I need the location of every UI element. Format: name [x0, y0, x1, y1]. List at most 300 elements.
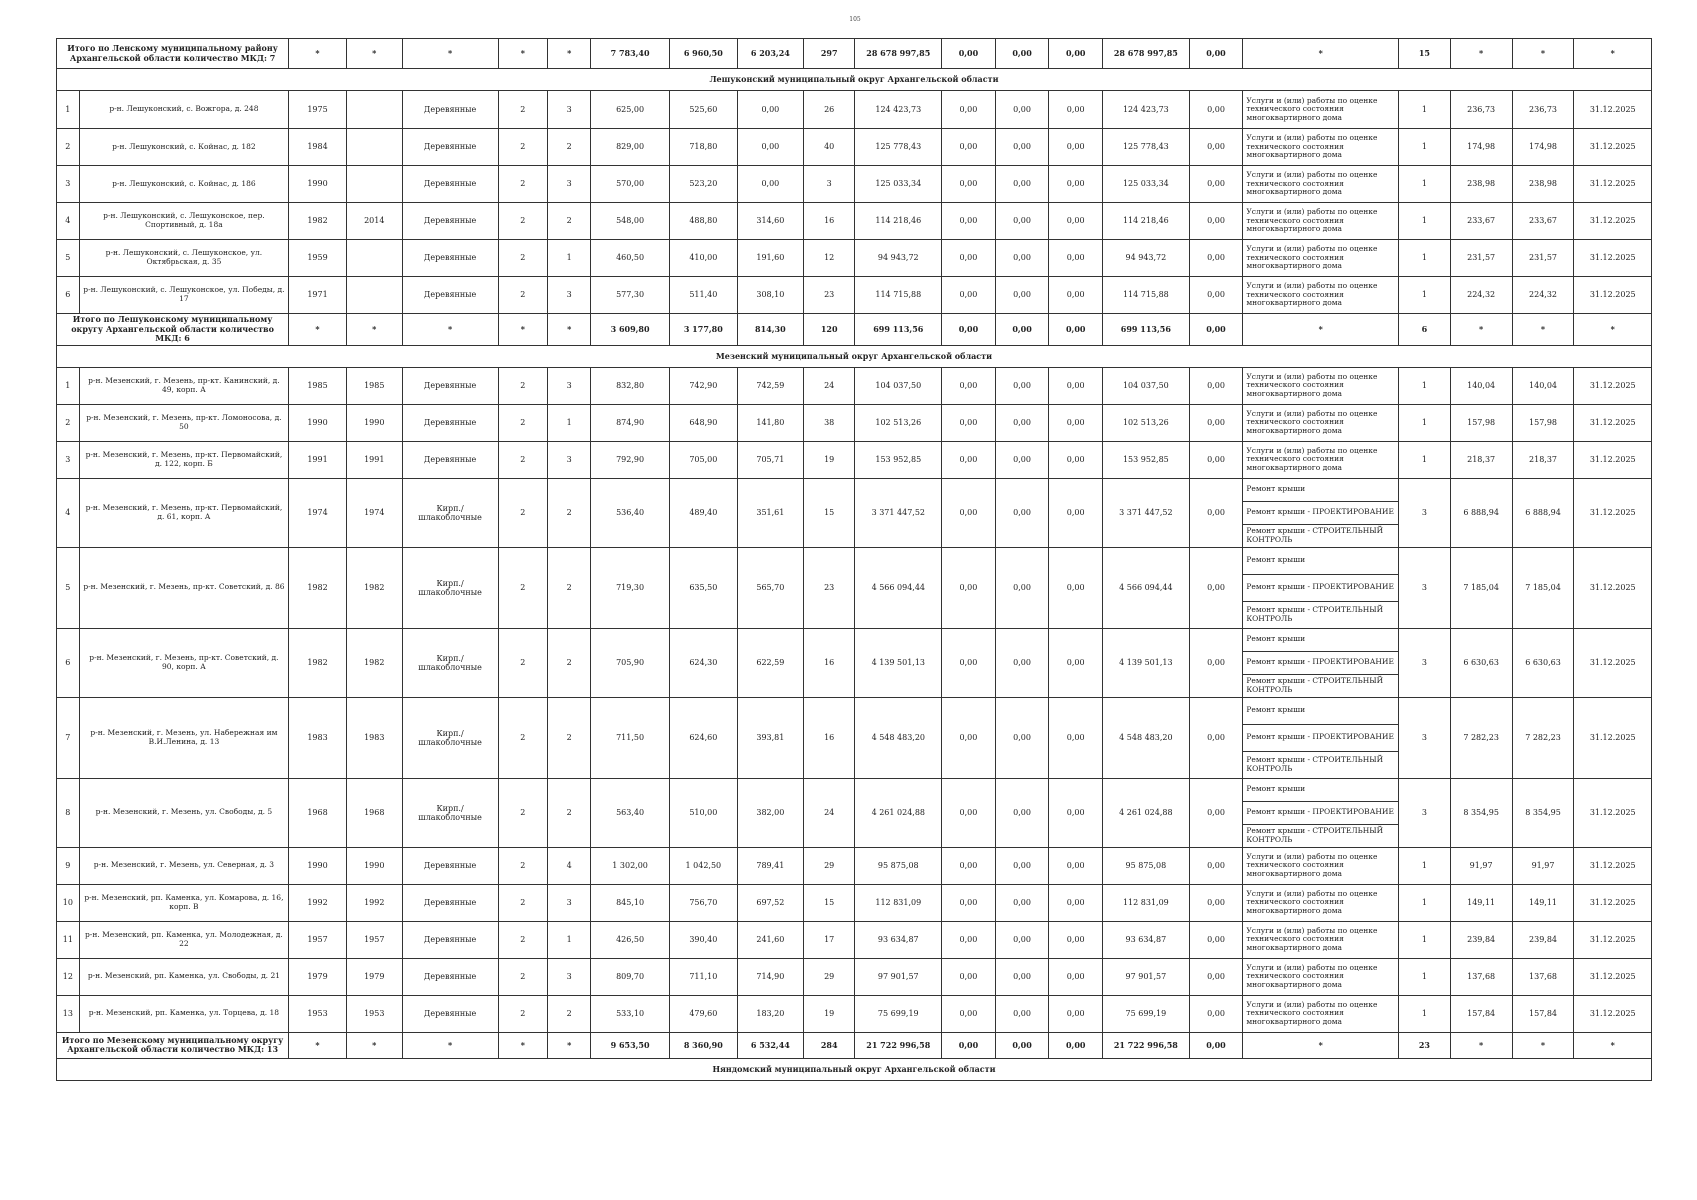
- year-built-cell: 1979: [289, 958, 347, 995]
- work-type-item: Услуги и (или) работы по оценке технического состояния многоквартирного дома: [1246, 888, 1378, 916]
- year-overhaul-cell: 1953: [346, 995, 402, 1032]
- fund-regional-cell: 0,00: [995, 166, 1049, 203]
- address-cell: р-н. Мезенский, г. Мезень, пр-кт. Ломоносова, д. 50: [79, 404, 288, 441]
- floors-cell: 2: [498, 166, 548, 203]
- max-cost-cell: 233,67: [1512, 203, 1574, 240]
- area-premises-cell: 635,50: [669, 547, 737, 628]
- total-area-cell: 792,90: [591, 441, 669, 478]
- fund-fed-cell: 0,00: [942, 404, 996, 441]
- fund-other-cell: 0,00: [1189, 404, 1243, 441]
- total-work-type: *: [1243, 39, 1399, 69]
- fund-owners-cell: 125 033,34: [1103, 166, 1190, 203]
- total-fund-fed: 0,00: [942, 1032, 996, 1058]
- residents-cell: 26: [803, 91, 855, 129]
- residents-cell: 15: [803, 478, 855, 547]
- fund-other-cell: 0,00: [1189, 628, 1243, 697]
- table-row: [57, 958, 1652, 995]
- year-built-cell: 1959: [289, 240, 347, 277]
- fund-owners-cell: 114 715,88: [1103, 277, 1190, 314]
- total-deadline: *: [1574, 39, 1652, 69]
- fund-other-cell: 0,00: [1189, 995, 1243, 1032]
- residents-cell: 29: [803, 847, 855, 884]
- fund-local-cell: 0,00: [1049, 404, 1103, 441]
- total-wall-material: *: [402, 39, 498, 69]
- work-types-cell: [1243, 277, 1399, 314]
- fund-fed-cell: 0,00: [942, 478, 996, 547]
- entrances-cell: 1: [548, 240, 591, 277]
- total-wall-material: *: [402, 1032, 498, 1058]
- work-type-item: Ремонт крыши: [1243, 779, 1398, 802]
- total-total-area: 3 609,80: [591, 314, 669, 346]
- fund-fed-cell: 0,00: [942, 277, 996, 314]
- area-premises-cell: 511,40: [669, 277, 737, 314]
- max-cost-cell: 6 630,63: [1512, 628, 1574, 697]
- year-overhaul-cell: 1982: [346, 628, 402, 697]
- year-overhaul-cell: [346, 240, 402, 277]
- address-cell: р-н. Лешуконский, с. Лешуконское, ул. Победы, д. 17: [79, 277, 288, 314]
- work-types-cell: [1243, 91, 1399, 129]
- area-residential-cell: 789,41: [737, 847, 803, 884]
- total-area-cell: 1 302,00: [591, 847, 669, 884]
- work-type-item: Услуги и (или) работы по оценке технического состояния многоквартирного дома: [1246, 244, 1378, 271]
- max-cost-cell: 157,98: [1512, 404, 1574, 441]
- area-premises-cell: 479,60: [669, 995, 737, 1032]
- wall-material-cell: Деревянные: [402, 921, 498, 958]
- row-number: 11: [57, 921, 80, 958]
- fund-fed-cell: 0,00: [942, 367, 996, 404]
- total-work-count: 15: [1399, 39, 1451, 69]
- fund-owners-cell: 94 943,72: [1103, 240, 1190, 277]
- wall-material-cell: Деревянные: [402, 847, 498, 884]
- fund-regional-cell: 0,00: [995, 91, 1049, 129]
- area-premises-cell: 489,40: [669, 478, 737, 547]
- address-cell: р-н. Лешуконский, с. Койнас, д. 182: [79, 129, 288, 166]
- total-year-built: *: [289, 1032, 347, 1058]
- work-types-cell: [1243, 367, 1399, 404]
- year-built-cell: 1957: [289, 921, 347, 958]
- max-cost-cell: 238,98: [1512, 166, 1574, 203]
- area-residential-cell: 241,60: [737, 921, 803, 958]
- fund-other-cell: 0,00: [1189, 91, 1243, 129]
- year-built-cell: 1982: [289, 628, 347, 697]
- work-count-cell: 3: [1399, 547, 1451, 628]
- residents-cell: 12: [803, 240, 855, 277]
- table-row: [57, 129, 1652, 166]
- wall-material-cell: Деревянные: [402, 441, 498, 478]
- work-count-cell: 1: [1399, 129, 1451, 166]
- table-row: [57, 778, 1652, 847]
- floors-cell: 2: [498, 547, 548, 628]
- fund-other-cell: 0,00: [1189, 478, 1243, 547]
- deadline-cell: 31.12.2025: [1574, 847, 1652, 884]
- wall-material-cell: Деревянные: [402, 367, 498, 404]
- work-type-item: Услуги и (или) работы по оценке технического состояния многоквартирного дома: [1246, 95, 1378, 122]
- residents-cell: 23: [803, 277, 855, 314]
- total-area-cell: 577,30: [591, 277, 669, 314]
- area-premises-cell: 488,80: [669, 203, 737, 240]
- max-cost-cell: 174,98: [1512, 129, 1574, 166]
- residents-cell: 29: [803, 958, 855, 995]
- total-area-cell: 719,30: [591, 547, 669, 628]
- max-cost-cell: 239,84: [1512, 921, 1574, 958]
- residents-cell: 16: [803, 203, 855, 240]
- work-types-cell: [1243, 847, 1399, 884]
- work-type-item: Ремонт крыши - ПРОЕКТИРОВАНИЕ: [1243, 502, 1398, 525]
- fund-owners-cell: 75 699,19: [1103, 995, 1190, 1032]
- address-cell: р-н. Мезенский, г. Мезень, ул. Северная, д. 3: [79, 847, 288, 884]
- entrances-cell: 2: [548, 628, 591, 697]
- cost-total-cell: 114 715,88: [855, 277, 942, 314]
- work-types-cell: [1243, 441, 1399, 478]
- unit-cost-cell: 6 630,63: [1450, 628, 1512, 697]
- work-count-cell: 1: [1399, 166, 1451, 203]
- year-built-cell: 1983: [289, 697, 347, 778]
- year-overhaul-cell: 1974: [346, 478, 402, 547]
- area-premises-cell: 756,70: [669, 884, 737, 921]
- total-work-type: *: [1243, 1032, 1399, 1058]
- wall-material-cell: Деревянные: [402, 240, 498, 277]
- work-count-cell: 1: [1399, 91, 1451, 129]
- work-count-cell: 1: [1399, 847, 1451, 884]
- residents-cell: 40: [803, 129, 855, 166]
- deadline-cell: 31.12.2025: [1574, 91, 1652, 129]
- row-number: 2: [57, 129, 80, 166]
- max-cost-cell: 149,11: [1512, 884, 1574, 921]
- work-type-item: Ремонт крыши: [1243, 698, 1398, 725]
- entrances-cell: 2: [548, 547, 591, 628]
- total-area-cell: 845,10: [591, 884, 669, 921]
- year-built-cell: 1990: [289, 404, 347, 441]
- fund-local-cell: 0,00: [1049, 547, 1103, 628]
- row-number: 8: [57, 778, 80, 847]
- year-built-cell: 1953: [289, 995, 347, 1032]
- area-premises-cell: 523,20: [669, 166, 737, 203]
- residents-cell: 3: [803, 166, 855, 203]
- fund-regional-cell: 0,00: [995, 778, 1049, 847]
- wall-material-cell: Кирп./шлакоблочные: [402, 628, 498, 697]
- total-residents: 120: [803, 314, 855, 346]
- work-count-cell: 3: [1399, 697, 1451, 778]
- residents-cell: 17: [803, 921, 855, 958]
- total-area-residential: 814,30: [737, 314, 803, 346]
- work-types-cell: [1243, 697, 1399, 778]
- work-count-cell: 1: [1399, 995, 1451, 1032]
- table-row: [57, 441, 1652, 478]
- year-overhaul-cell: 1992: [346, 884, 402, 921]
- fund-owners-cell: 3 371 447,52: [1103, 478, 1190, 547]
- work-type-item: Ремонт крыши - ПРОЕКТИРОВАНИЕ: [1243, 725, 1398, 752]
- floors-cell: 2: [498, 240, 548, 277]
- unit-cost-cell: 7 282,23: [1450, 697, 1512, 778]
- wall-material-cell: Деревянные: [402, 884, 498, 921]
- total-unit-cost: *: [1450, 39, 1512, 69]
- unit-cost-cell: 140,04: [1450, 367, 1512, 404]
- total-area-premises: 6 960,50: [669, 39, 737, 69]
- row-number: 2: [57, 404, 80, 441]
- deadline-cell: 31.12.2025: [1574, 995, 1652, 1032]
- deadline-cell: 31.12.2025: [1574, 958, 1652, 995]
- overhaul-registry-table: [56, 38, 1652, 1081]
- fund-owners-cell: 4 566 094,44: [1103, 547, 1190, 628]
- fund-local-cell: 0,00: [1049, 367, 1103, 404]
- max-cost-cell: 6 888,94: [1512, 478, 1574, 547]
- total-area-premises: 8 360,90: [669, 1032, 737, 1058]
- area-residential-cell: 622,59: [737, 628, 803, 697]
- row-number: 6: [57, 628, 80, 697]
- row-number: 4: [57, 478, 80, 547]
- total-area-premises: 3 177,80: [669, 314, 737, 346]
- deadline-cell: 31.12.2025: [1574, 921, 1652, 958]
- total-area-cell: 809,70: [591, 958, 669, 995]
- work-count-cell: 1: [1399, 921, 1451, 958]
- entrances-cell: 2: [548, 129, 591, 166]
- work-types-cell: [1243, 166, 1399, 203]
- cost-total-cell: 93 634,87: [855, 921, 942, 958]
- total-cost-total: 699 113,56: [855, 314, 942, 346]
- cost-total-cell: 124 423,73: [855, 91, 942, 129]
- row-number: 5: [57, 240, 80, 277]
- year-built-cell: 1992: [289, 884, 347, 921]
- fund-owners-cell: 104 037,50: [1103, 367, 1190, 404]
- entrances-cell: 3: [548, 367, 591, 404]
- total-area-cell: 625,00: [591, 91, 669, 129]
- total-area-cell: 460,50: [591, 240, 669, 277]
- fund-regional-cell: 0,00: [995, 478, 1049, 547]
- max-cost-cell: 91,97: [1512, 847, 1574, 884]
- year-built-cell: 1974: [289, 478, 347, 547]
- area-residential-cell: 308,10: [737, 277, 803, 314]
- fund-local-cell: 0,00: [1049, 847, 1103, 884]
- work-type-item: Услуги и (или) работы по оценке технического состояния многоквартирного дома: [1246, 445, 1378, 473]
- table-row: [57, 547, 1652, 628]
- fund-other-cell: 0,00: [1189, 697, 1243, 778]
- work-types-cell: [1243, 404, 1399, 441]
- year-overhaul-cell: 1979: [346, 958, 402, 995]
- total-row: [57, 314, 1652, 346]
- entrances-cell: 3: [548, 441, 591, 478]
- deadline-cell: 31.12.2025: [1574, 478, 1652, 547]
- work-types-cell: [1243, 995, 1399, 1032]
- fund-regional-cell: 0,00: [995, 404, 1049, 441]
- floors-cell: 2: [498, 203, 548, 240]
- fund-other-cell: 0,00: [1189, 203, 1243, 240]
- wall-material-cell: Деревянные: [402, 166, 498, 203]
- total-wall-material: *: [402, 314, 498, 346]
- wall-material-cell: Деревянные: [402, 91, 498, 129]
- work-types-cell: [1243, 958, 1399, 995]
- fund-fed-cell: 0,00: [942, 203, 996, 240]
- fund-owners-cell: 93 634,87: [1103, 921, 1190, 958]
- total-entrances: *: [548, 314, 591, 346]
- cost-total-cell: 97 901,57: [855, 958, 942, 995]
- unit-cost-cell: 91,97: [1450, 847, 1512, 884]
- row-number: 3: [57, 166, 80, 203]
- work-types-cell: [1243, 547, 1399, 628]
- total-area-cell: 711,50: [591, 697, 669, 778]
- residents-cell: 38: [803, 404, 855, 441]
- deadline-cell: 31.12.2025: [1574, 404, 1652, 441]
- year-overhaul-cell: 1990: [346, 847, 402, 884]
- deadline-cell: 31.12.2025: [1574, 628, 1652, 697]
- fund-owners-cell: 102 513,26: [1103, 404, 1190, 441]
- wall-material-cell: Кирп./шлакоблочные: [402, 778, 498, 847]
- work-count-cell: 3: [1399, 478, 1451, 547]
- floors-cell: 2: [498, 921, 548, 958]
- floors-cell: 2: [498, 129, 548, 166]
- work-count-cell: 1: [1399, 404, 1451, 441]
- area-residential-cell: 0,00: [737, 91, 803, 129]
- residents-cell: 19: [803, 441, 855, 478]
- fund-fed-cell: 0,00: [942, 91, 996, 129]
- max-cost-cell: 157,84: [1512, 995, 1574, 1032]
- total-fund-owners: 21 722 996,58: [1103, 1032, 1190, 1058]
- year-overhaul-cell: [346, 277, 402, 314]
- fund-local-cell: 0,00: [1049, 958, 1103, 995]
- fund-owners-cell: 4 139 501,13: [1103, 628, 1190, 697]
- year-overhaul-cell: 1968: [346, 778, 402, 847]
- unit-cost-cell: 149,11: [1450, 884, 1512, 921]
- cost-total-cell: 4 548 483,20: [855, 697, 942, 778]
- entrances-cell: 3: [548, 884, 591, 921]
- total-year-overhaul: *: [346, 39, 402, 69]
- total-area-cell: 832,80: [591, 367, 669, 404]
- work-type-item: Услуги и (или) работы по оценке технического состояния многоквартирного дома: [1246, 281, 1378, 308]
- area-premises-cell: 390,40: [669, 921, 737, 958]
- area-premises-cell: 525,60: [669, 91, 737, 129]
- area-residential-cell: 351,61: [737, 478, 803, 547]
- floors-cell: 2: [498, 884, 548, 921]
- unit-cost-cell: 224,32: [1450, 277, 1512, 314]
- deadline-cell: 31.12.2025: [1574, 277, 1652, 314]
- fund-local-cell: 0,00: [1049, 441, 1103, 478]
- entrances-cell: 3: [548, 166, 591, 203]
- fund-other-cell: 0,00: [1189, 367, 1243, 404]
- table-row: [57, 847, 1652, 884]
- fund-fed-cell: 0,00: [942, 129, 996, 166]
- work-type-item: Услуги и (или) работы по оценке технического состояния многоквартирного дома: [1246, 999, 1378, 1027]
- floors-cell: 2: [498, 277, 548, 314]
- entrances-cell: 1: [548, 404, 591, 441]
- fund-regional-cell: 0,00: [995, 129, 1049, 166]
- row-number: 10: [57, 884, 80, 921]
- fund-regional-cell: 0,00: [995, 240, 1049, 277]
- total-deadline: *: [1574, 314, 1652, 346]
- work-type-item: Ремонт крыши - СТРОИТЕЛЬНЫЙ КОНТРОЛЬ: [1246, 755, 1384, 773]
- wall-material-cell: Деревянные: [402, 277, 498, 314]
- fund-regional-cell: 0,00: [995, 884, 1049, 921]
- work-types-cell: [1243, 884, 1399, 921]
- area-premises-cell: 1 042,50: [669, 847, 737, 884]
- year-built-cell: 1968: [289, 778, 347, 847]
- residents-cell: 15: [803, 884, 855, 921]
- fund-other-cell: 0,00: [1189, 166, 1243, 203]
- year-built-cell: 1984: [289, 129, 347, 166]
- fund-local-cell: 0,00: [1049, 203, 1103, 240]
- table-row: [57, 166, 1652, 203]
- max-cost-cell: 218,37: [1512, 441, 1574, 478]
- table-row: [57, 697, 1652, 778]
- address-cell: р-н. Лешуконский, с. Лешуконское, ул. Октябрьская, д. 35: [79, 240, 288, 277]
- total-fund-local: 0,00: [1049, 1032, 1103, 1058]
- fund-local-cell: 0,00: [1049, 277, 1103, 314]
- total-row: [57, 1032, 1652, 1058]
- total-fund-fed: 0,00: [942, 39, 996, 69]
- fund-other-cell: 0,00: [1189, 958, 1243, 995]
- cost-total-cell: 75 699,19: [855, 995, 942, 1032]
- area-residential-cell: 0,00: [737, 166, 803, 203]
- deadline-cell: 31.12.2025: [1574, 441, 1652, 478]
- table-row: [57, 995, 1652, 1032]
- total-fund-other: 0,00: [1189, 1032, 1243, 1058]
- year-overhaul-cell: 1990: [346, 404, 402, 441]
- fund-fed-cell: 0,00: [942, 166, 996, 203]
- total-area-cell: 426,50: [591, 921, 669, 958]
- floors-cell: 2: [498, 404, 548, 441]
- deadline-cell: 31.12.2025: [1574, 367, 1652, 404]
- table-row: [57, 203, 1652, 240]
- total-entrances: *: [548, 1032, 591, 1058]
- area-residential-cell: 191,60: [737, 240, 803, 277]
- fund-owners-cell: 97 901,57: [1103, 958, 1190, 995]
- floors-cell: 2: [498, 697, 548, 778]
- fund-fed-cell: 0,00: [942, 628, 996, 697]
- residents-cell: 16: [803, 697, 855, 778]
- page-number: 105: [849, 16, 861, 23]
- fund-fed-cell: 0,00: [942, 547, 996, 628]
- unit-cost-cell: 239,84: [1450, 921, 1512, 958]
- total-unit-cost: *: [1450, 314, 1512, 346]
- unit-cost-cell: 7 185,04: [1450, 547, 1512, 628]
- fund-fed-cell: 0,00: [942, 778, 996, 847]
- total-area-cell: 570,00: [591, 166, 669, 203]
- work-count-cell: 1: [1399, 240, 1451, 277]
- total-area-cell: 874,90: [591, 404, 669, 441]
- table-row: [57, 91, 1652, 129]
- area-residential-cell: 0,00: [737, 129, 803, 166]
- entrances-cell: 3: [548, 277, 591, 314]
- fund-local-cell: 0,00: [1049, 91, 1103, 129]
- address-cell: р-н. Мезенский, г. Мезень, ул. Свободы, д. 5: [79, 778, 288, 847]
- row-number: 5: [57, 547, 80, 628]
- floors-cell: 2: [498, 441, 548, 478]
- fund-other-cell: 0,00: [1189, 240, 1243, 277]
- fund-fed-cell: 0,00: [942, 995, 996, 1032]
- area-residential-cell: 141,80: [737, 404, 803, 441]
- fund-regional-cell: 0,00: [995, 441, 1049, 478]
- address-cell: р-н. Мезенский, г. Мезень, пр-кт. Канинский, д. 49, корп. А: [79, 367, 288, 404]
- cost-total-cell: 4 261 024,88: [855, 778, 942, 847]
- total-work-count: 6: [1399, 314, 1451, 346]
- floors-cell: 2: [498, 367, 548, 404]
- address-cell: р-н. Мезенский, г. Мезень, пр-кт. Советский, д. 90, корп. А: [79, 628, 288, 697]
- area-premises-cell: 624,60: [669, 697, 737, 778]
- fund-other-cell: 0,00: [1189, 884, 1243, 921]
- floors-cell: 2: [498, 778, 548, 847]
- total-residents: 297: [803, 39, 855, 69]
- section-header-row: [57, 345, 1652, 367]
- max-cost-cell: 7 185,04: [1512, 547, 1574, 628]
- table-row: [57, 884, 1652, 921]
- work-type-item: Ремонт крыши: [1243, 479, 1398, 502]
- address-cell: р-н. Мезенский, г. Мезень, пр-кт. Первомайский, д. 61, корп. А: [79, 478, 288, 547]
- total-max-cost: *: [1512, 1032, 1574, 1058]
- cost-total-cell: 4 566 094,44: [855, 547, 942, 628]
- total-fund-local: 0,00: [1049, 39, 1103, 69]
- total-area-cell: 563,40: [591, 778, 669, 847]
- fund-other-cell: 0,00: [1189, 921, 1243, 958]
- section-title: Лешуконский муниципальный округ Архангельской области: [57, 69, 1652, 91]
- total-unit-cost: *: [1450, 1032, 1512, 1058]
